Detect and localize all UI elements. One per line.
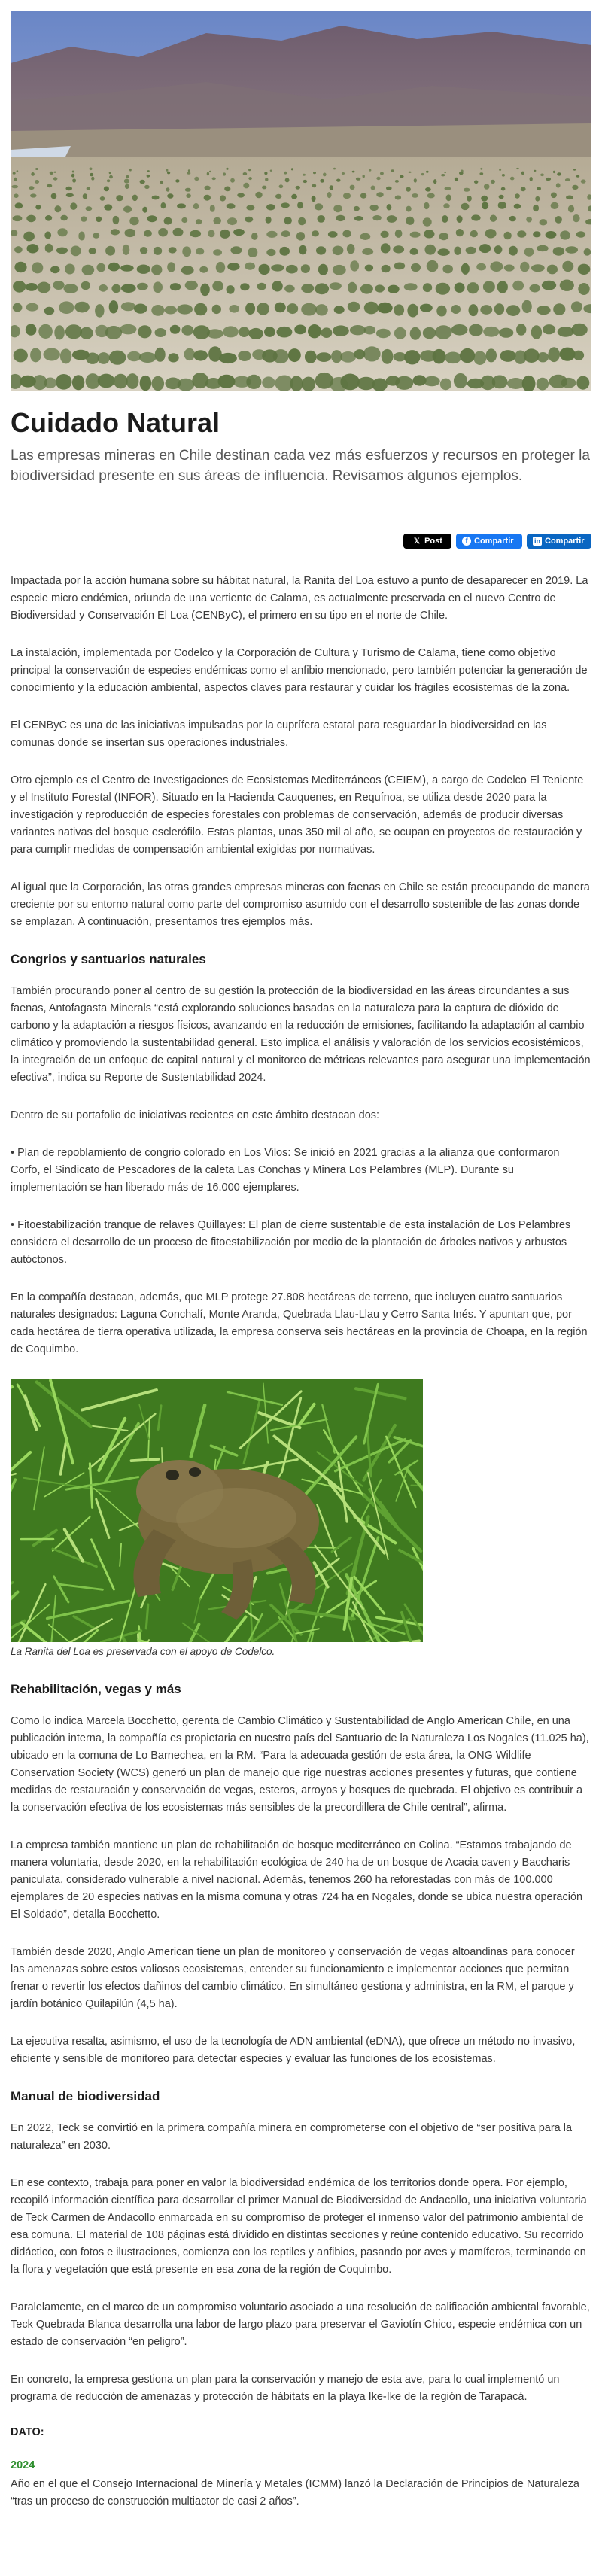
paragraph: La ejecutiva resalta, asimismo, el uso de la tecnología de ADN ambiental (eDNA), que ofrece un método no invasivo, eficiente y sensible de monitoreo para detectar especies y evaluar las funciones de los ecosistemas. [11,2036,576,2065]
paragraph: En ese contexto, trabaja para poner en valor la biodiversidad endémica de los territorios donde opera. Por ejemplo, recopiló información científica para desarrollar el primer Manual de Biodiversidad de Andacollo, una iniciativa voluntaria de Teck Carmen de Andacollo enmarcada en su compromiso de proteger el inmenso valor del patrimonio ambiental de esa comuna. El material de 108 páginas está dividido en distintas secciones y reúne contenido educativo. Su recorrido didáctico, con fotos e ilustraciones, comienza con los reptiles y anfibios, pasando por aves y mamíferos, terminando en la flora y vegetación que está presente en esa zona de la región de Coquimbo. [11,2177,587,2276]
paragraph: También procurando poner al centro de su gestión la protección de la biodiversidad en las áreas circundantes a sus faenas, Antofagasta Minerals “está explorando soluciones basadas en la naturaleza para la captura de dióxido de carbono y la adaptación a riesgos físicos, avanzando en la reducción de emisiones, facilitando la adaptación al cambio climático y promoviendo la sustentabilidad general. Esto implica el análisis y valoración de los servicios ecosistémicos, la integración de un enfoque de capital natural y el monitoreo de métricas relevantes para asegurar una implementación efectiva”, indica su Reporte de Sustentabilidad 2024. [11,985,591,1084]
paragraph: La empresa también mantiene un plan de rehabilitación de bosque mediterráneo en Colina. “Estamos trabajando de manera voluntaria, desde 2020, en la rehabilitación ecológica de 240 ha de un bosque de Acacia caven y Baccharis paniculata, considerado vulnerable a nivel nacional. Además, tenemos 260 ha reforestadas con más de 100.000 ejemplares de 20 especies nativas en la misma comuna y otras 724 ha en Nogales, donde se ubica nuestra operación El Soldado”, detalla Bocchetto. [11,1839,583,1921]
figure-frog [11,1379,423,1659]
paragraph: Dentro de su portafolio de iniciativas recientes en este ámbito destacan dos: [11,1109,380,1121]
section-heading-manual: Manual de biodiversidad [11,2089,160,2103]
paragraph: La instalación, implementada por Codelco y la Corporación de Cultura y Turismo de Calama, tiene como objetivo principal la conservación de especies endémicas como el anfibio mencionado, pero también potenciar la generación de conocimiento y la educación ambiental, aspectos claves para restaurar y cuidar los frágiles ecosistemas de la zona. [11,647,588,694]
share-facebook-button[interactable] [456,534,522,549]
share-facebook-label: Compartir [474,537,514,546]
paragraph: Otro ejemplo es el Centro de Investigaciones de Ecosistemas Mediterráneos (CEIEM), a cargo de Codelco El Teniente y el Instituto Forestal (INFOR). Situado en la Hacienda Cauquenes, en Requínoa, se utiliza desde 2020 para la investigación y reproducción de especies forestales con problemas de conservación, además de producir diversas variantes nativas del bosque esclerófilo. Estas plantas, unas 350 mil al año, se ocupan en proyectos de restauración y para cumplir medidas de compensación ambiental exigidas por normativas. [11,774,584,856]
paragraph: El CENByC es una de las iniciativas impulsadas por la cuprífera estatal para resguardar la biodiversidad en las comunas donde se insertan sus operaciones industriales. [11,719,547,749]
facebook-icon: f [462,537,471,546]
article-body [11,573,591,2511]
dato-text: Año en el que el Consejo Internacional de Minería y Metales (ICMM) lanzó la Declaración de Principios de Naturaleza “tras un proceso de construcción multiactor de casi 2 años”. [11,2478,579,2508]
paragraph: Al igual que la Corporación, las otras grandes empresas mineras con faenas en Chile se están preocupando de manera creciente por su entorno natural como parte del compromiso asumido con el desarrollo sostenible de las zonas donde se emplazan. A continuación, presentamos tres ejemplos más. [11,881,590,928]
dato-year: 2024 [11,2459,35,2471]
article-title: Cuidado Natural [11,407,220,438]
section-heading-congrios: Congrios y santuarios naturales [11,952,206,966]
paragraph: También desde 2020, Anglo American tiene un plan de monitoreo y conservación de vegas altoandinas para conocer las amenazas sobre estos valiosos ecosistemas, entender su funcionamiento e implementar acciones que permitan frenar o revertir los efectos dañinos del cambio climático. En simultáneo gestiona y administra, en la RM, el parque y jardín botánico Quilapilún (4,5 ha). [11,1946,575,2010]
paragraph: Paralelamente, en el marco de un compromiso voluntario asociado a una resolución de calificación ambiental favorable, Teck Quebrada Blanca desarrolla una labor de largo plazo para preservar el Gaviotín Chico, especie endémica con un estado de conservación “en peligro”. [11,2301,590,2348]
frog-photo [11,1379,423,1642]
bullet-paragraph: • Plan de repoblamiento de congrio colorado en Los Vilos: Se inició en 2021 gracias a la alianza que conformaron Corfo, el Sindicato de Pescadores de la caleta Las Conchas y Minera Los Pelambres (MLP). Durante su implementación se han liberado más de 16.000 ejemplares. [11,1147,560,1194]
paragraph: En concreto, la empresa gestiona un plan para la conservación y manejo de esta ave, para lo cual implementó un programa de reducción de amenazas y protección de hábitats en la playa Ike-Ike de la región de Tarapacá. [11,2374,560,2403]
bullet-paragraph: • Fitoestabilización tranque de relaves Quillayes: El plan de cierre sustentable de esta instalación de Los Pelambres considera el desarrollo de un proceso de fitoestabilización por medio de la plantación de árboles nativos y arbustos autóctonos. [11,1219,571,1266]
paragraph: Como lo indica Marcela Bocchetto, gerenta de Cambio Climático y Sustentabilidad de Anglo American Chile, en una publicación interna, la compañía es propietaria en nuestro país del Santuario de la Naturaleza Los Nogales (11.025 ha), ubicado en la comuna de Lo Barnechea, en la RM. “Para la adecuada gestión de esta área, la ONG Wildlife Conservation Society (WCS) generó un plan de manejo que rige nuestras acciones presentes y futuras, que contiene medidas de restauración y conservación de vegas, esteros, arroyos y bosques de quebrada. El objetivo es contribuir a la conservación efectiva de los ecosistemas más sensibles de la precordillera de Chile central”, afirma. [11,1715,589,1814]
figure-caption: La Ranita del Loa es preservada con el apoyo de Codelco. [11,1646,275,1657]
share-linkedin-label: Compartir [545,537,585,546]
paragraph: En la compañía destacan, además, que MLP protege 27.808 hectáreas de terreno, que incluyen cuatro santuarios naturales designados: Laguna Conchalí, Monte Aranda, Quebrada Llau-Llau y Cerro Santa Inés. Y apuntan que, por cada hectárea de tierra operativa utilizada, la empresa conserva seis hectáreas en la provincia de Choapa, en la región de Coquimbo. [11,1291,588,1355]
hero-image-reforestation [11,11,591,391]
article-lead: Las empresas mineras en Chile destinan cada vez más esfuerzos y recursos en proteger la biodiversidad presente en sus áreas de influencia. Revisamos algunos ejemplos. [11,448,590,484]
share-x-button[interactable] [403,534,451,549]
share-linkedin-button[interactable] [527,534,591,549]
share-bar [11,534,591,549]
section-heading-rehabilitacion: Rehabilitación, vegas y más [11,1682,181,1696]
article [11,0,591,2511]
linkedin-icon: in [534,537,540,545]
x-icon: 𝕏 [414,537,421,546]
paragraph: Impactada por la acción humana sobre su hábitat natural, la Ranita del Loa estuvo a punto de desaparecer en 2019. La especie micro endémica, oriunda de una vertiente de Calama, es actualmente preservada en el nuevo Centro de Biodiversidad y Conservación El Loa (CENByC), el primero en su tipo en el norte de Chile. [11,575,588,622]
paragraph: En 2022, Teck se convirtió en la primera compañía minera en comprometerse con el objetivo de “ser positiva para la naturaleza” en 2030. [11,2122,573,2152]
share-x-label: Post [424,537,442,546]
dato-label: DATO: [11,2426,44,2438]
